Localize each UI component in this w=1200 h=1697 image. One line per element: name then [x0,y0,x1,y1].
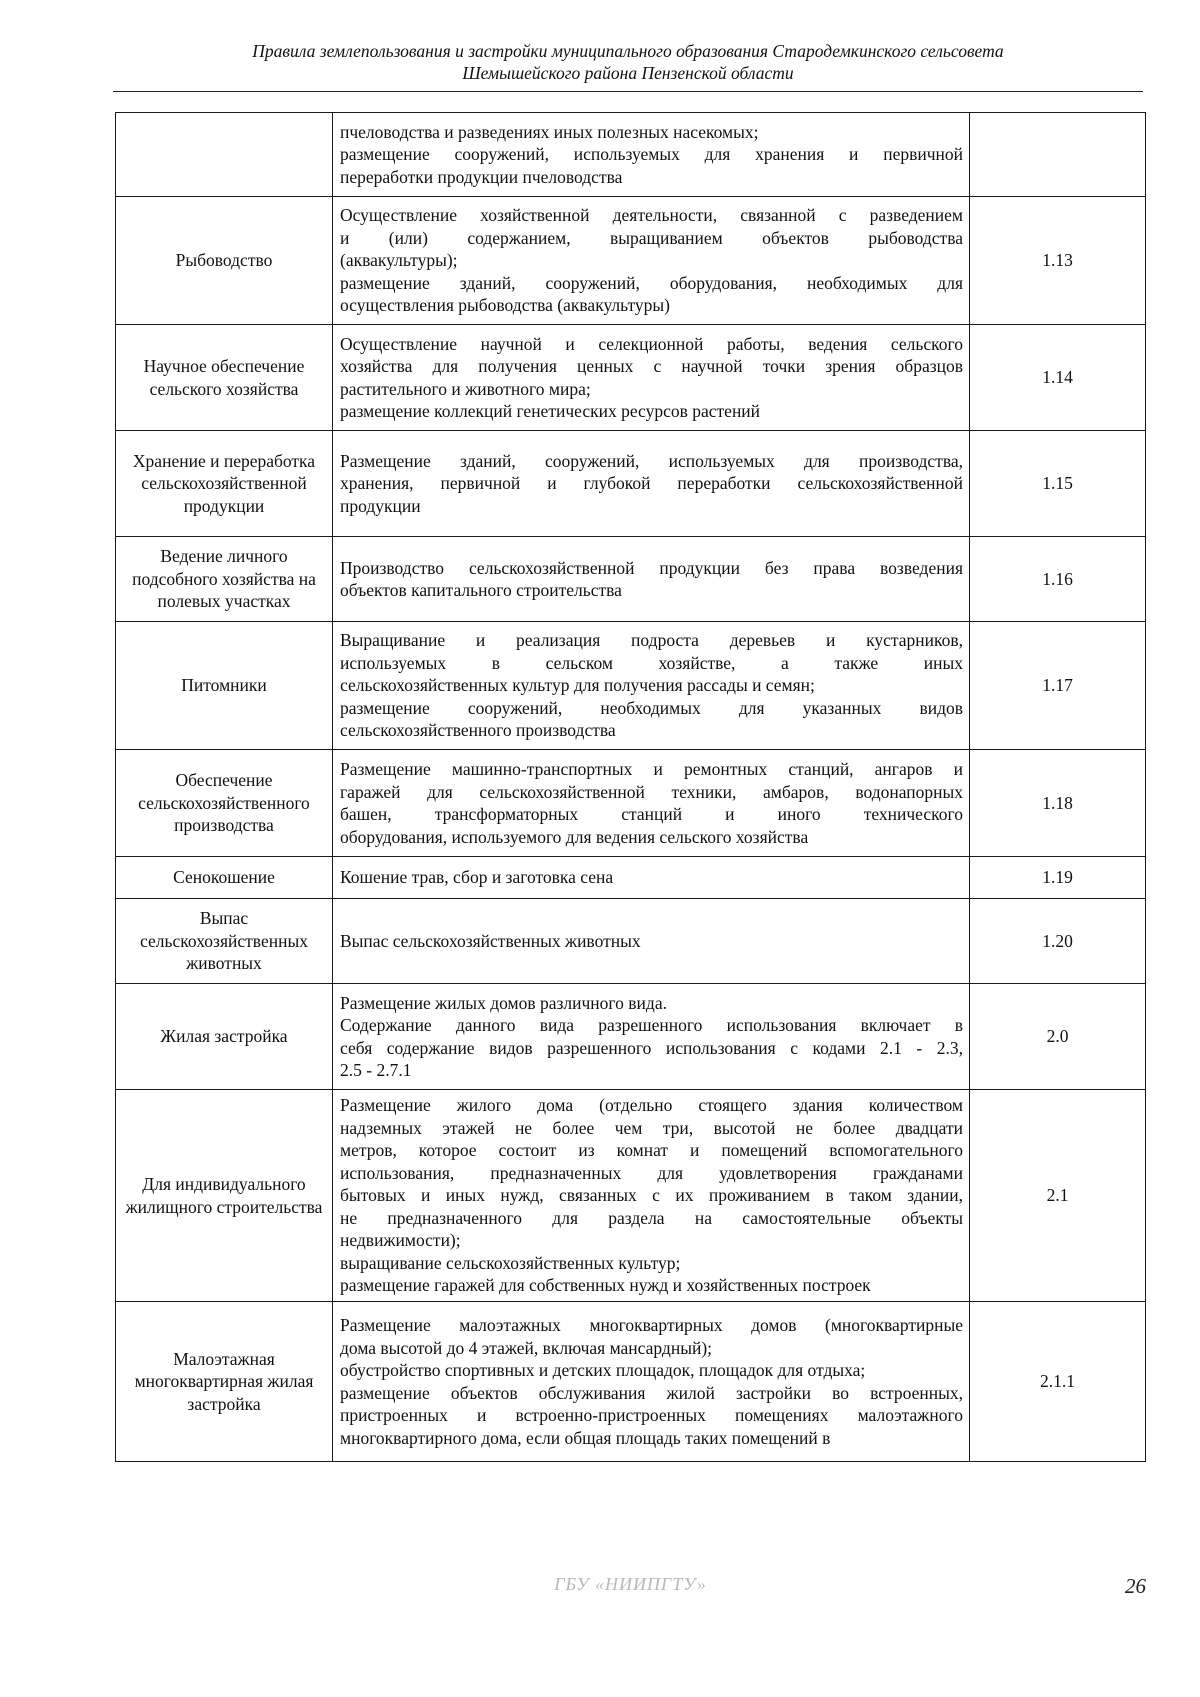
use-description [333,1090,970,1302]
use-code: 1.17 [970,622,1146,750]
table-row [116,197,1146,325]
use-name: Питомники [116,622,333,750]
description-line: размещение зданий, сооружений, оборудования, необходимых для [340,272,963,293]
use-description [333,622,970,750]
description-line: сельскохозяйственных культур для получения рассады и семян; [340,675,815,696]
description-line: дома высотой до 4 этажей, включая мансардный); [340,1337,713,1358]
description-line: осуществления рыбоводства (аквакультуры) [340,295,670,316]
table-row [116,537,1146,622]
description-line: пристроенных и встроенно-пристроенных помещениях малоэтажного [340,1405,963,1425]
description-line: гаражей для сельскохозяйственной техники, амбаров, водонапорных [340,781,963,802]
description-line: надземных этажей не более чем три, высотой не более двадцати [340,1117,963,1138]
table-row [116,1090,1146,1302]
description-line: выращивание сельскохозяйственных культур; [340,1252,681,1273]
use-name: Научное обеспечение сельского хозяйства [116,325,333,431]
use-name: Сенокошение [116,857,333,899]
use-description [333,197,970,325]
header-line-1: Правила землепользования и застройки муниципального образования Стародемкинского сельсовета [252,41,1004,61]
use-name: Малоэтажная многоквартирная жилая застройка [116,1302,333,1462]
use-name: Для индивидуального жилищного строительства [116,1090,333,1302]
table-row [116,1302,1146,1462]
use-code: 1.18 [970,750,1146,857]
description-line: хранения, первичной и глубокой переработки сельскохозяйственной [340,473,963,494]
description-line: размещение коллекций генетических ресурсов растений [340,401,761,421]
description-line: размещение гаражей для собственных нужд и хозяйственных построек [340,1275,871,1296]
table-row [116,622,1146,750]
table-row [116,984,1146,1090]
use-description [333,899,970,984]
description-line: себя содержание видов разрешенного использования с кодами 2.1 - 2.3, [340,1037,963,1058]
use-name: Рыбоводство [116,197,333,325]
table-row [116,899,1146,984]
description-line: Размещение жилого дома (отдельно стоящего здания количеством [340,1095,963,1116]
table-row [116,325,1146,431]
page-footer [115,1574,1146,1600]
description-line: хозяйства для получения ценных с научной точки зрения образцов [340,356,963,376]
use-code: 1.19 [970,857,1146,899]
description-line: недвижимости); [340,1230,461,1251]
page-header [113,40,1143,84]
use-description [333,325,970,431]
table-row [116,750,1146,857]
description-line: обустройство спортивных и детских площадок, площадок для отдыха; [340,1360,866,1380]
use-description [333,857,970,899]
use-name: Ведение личного подсобного хозяйства на полевых участках [116,537,333,622]
description-line: Выпас сельскохозяйственных животных [340,930,641,951]
header-rule [113,91,1143,92]
description-line: сельскохозяйственного производства [340,720,616,741]
use-name: Жилая застройка [116,984,333,1090]
use-name: Выпас сельскохозяйственных животных [116,899,333,984]
description-line: использования, предназначенных для удовлетворения гражданами [340,1162,963,1183]
description-line: используемых в сельском хозяйстве, а также иных [340,652,963,673]
use-code: 1.20 [970,899,1146,984]
use-code: 2.0 [970,984,1146,1090]
description-line: переработки продукции пчеловодства [340,166,623,187]
description-line: размещение сооружений, используемых для хранения и первичной [340,144,963,165]
description-line: размещение объектов обслуживания жилой застройки во встроенных, [340,1382,963,1403]
use-code [970,113,1146,197]
use-name: Хранение и переработка сельскохозяйственной продукции [116,431,333,537]
use-description [333,984,970,1090]
use-code: 1.16 [970,537,1146,622]
footer-org-watermark: ГБУ «НИИПГТУ» [554,1574,707,1594]
table-row [116,113,1146,197]
description-line: бытовых и иных нужд, связанных с их проживанием в таком здании, [340,1185,963,1206]
description-line: Размещение зданий, сооружений, используемых для производства, [340,450,963,471]
description-line: продукции [340,495,421,516]
use-name: Обеспечение сельскохозяйственного производства [116,750,333,857]
description-line: Содержание данного вида разрешенного использования включает в [340,1015,963,1035]
use-description [333,1302,970,1462]
description-line: Выращивание и реализация подроста деревьев и кустарников, [340,630,963,651]
use-code: 2.1.1 [970,1302,1146,1462]
description-line: размещение сооружений, необходимых для указанных видов [340,697,963,718]
description-line: Размещение машинно-транспортных и ремонтных станций, ангаров и [340,759,963,779]
description-line: 2.5 - 2.7.1 [340,1060,412,1080]
description-line: и (или) содержанием, выращиванием объектов рыбоводства [340,227,963,248]
table-row [116,431,1146,537]
description-line: многоквартирного дома, если общая площадь таких помещений в [340,1427,831,1448]
description-line: (аквакультуры); [340,250,458,271]
use-name [116,113,333,197]
description-line: Кошение трав, сбор и заготовка сена [340,867,614,888]
description-line: Осуществление научной и селекционной работы, ведения сельского [340,333,963,354]
use-code: 1.14 [970,325,1146,431]
description-line: не предназначенного для раздела на самостоятельные объекты [340,1207,963,1228]
description-line: оборудования, используемого для ведения сельского хозяйства [340,826,809,847]
table-row [116,857,1146,899]
land-use-table [115,112,1146,1462]
page-number: 26 [1125,1574,1146,1598]
description-line: растительного и животного мира; [340,378,591,399]
use-code: 1.15 [970,431,1146,537]
use-code: 2.1 [970,1090,1146,1302]
description-line: Размещение жилых домов различного вида. [340,992,667,1013]
use-code: 1.13 [970,197,1146,325]
description-line: Размещение малоэтажных многоквартирных домов (многоквартирные [340,1315,963,1335]
description-line: объектов капитального строительства [340,580,622,600]
description-line: Производство сельскохозяйственной продукции без права возведения [340,557,963,578]
description-line: башен, трансформаторных станций и иного технического [340,804,963,824]
header-line-2: Шемышейского района Пензенской области [462,63,794,83]
description-line: Осуществление хозяйственной деятельности, связанной с разведением [340,205,963,226]
use-description [333,537,970,622]
use-description [333,113,970,197]
description-line: пчеловодства и разведениях иных полезных насекомых; [340,121,759,142]
use-description [333,431,970,537]
use-description [333,750,970,857]
table-body [116,113,1146,1462]
description-line: метров, которое состоит из комнат и помещений вспомогательного [340,1140,963,1161]
